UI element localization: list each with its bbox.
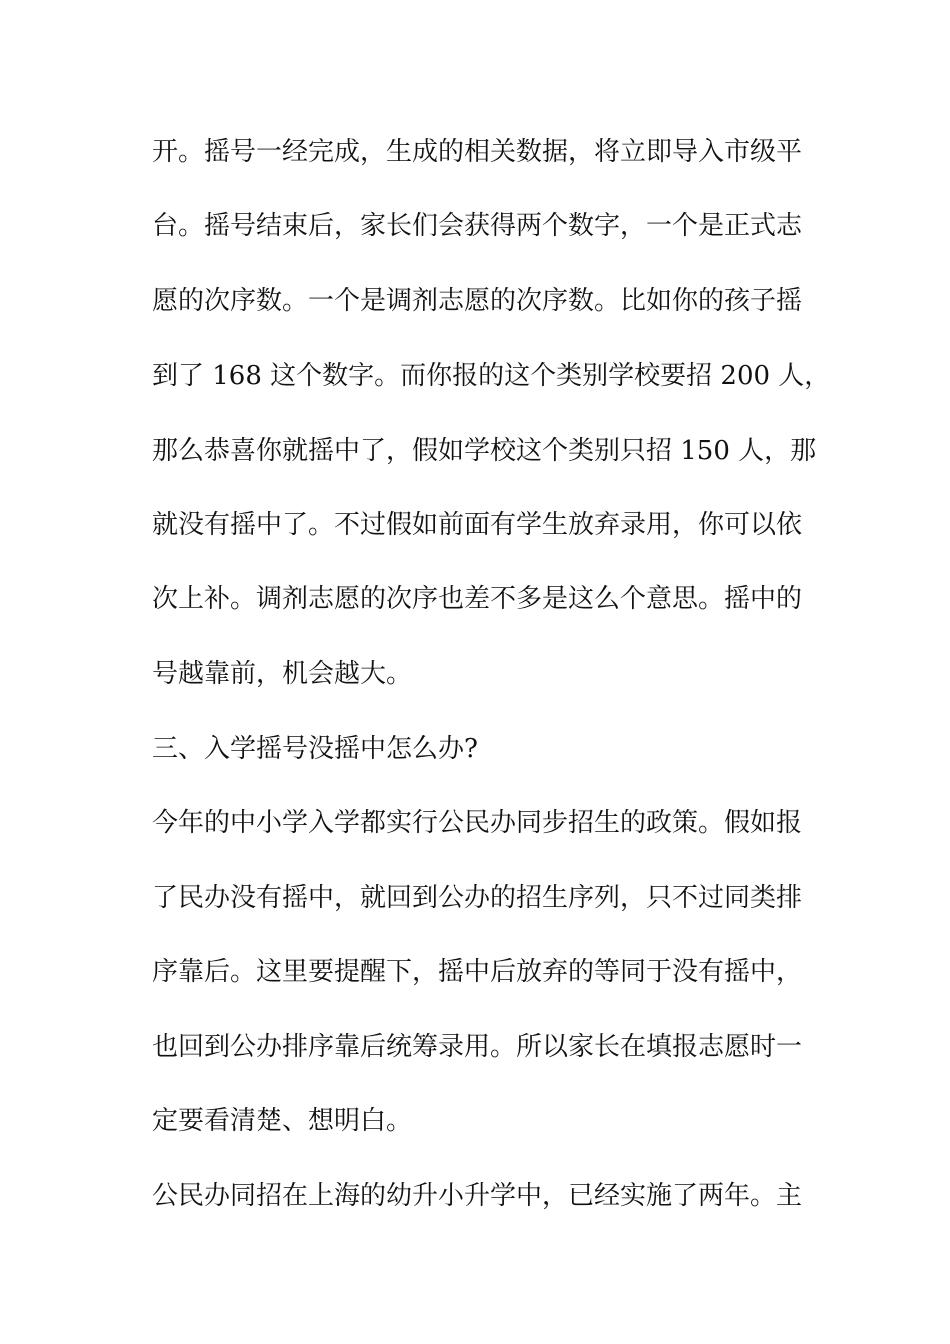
text-line: 那么恭喜你就摇中了，假如学校这个类别只招 150 人，那	[152, 436, 817, 466]
text-line: 定要看清楚、想明白。	[152, 1106, 413, 1136]
text-line: 号越靠前，机会越大。	[152, 659, 413, 689]
text-line: 了民办没有摇中，就回到公办的招生序列，只不过同类排	[152, 883, 803, 913]
section-heading: 三、入学摇号没摇中怎么办?	[152, 734, 478, 764]
text-line: 就没有摇中了。不过假如前面有学生放弃录用，你可以依	[152, 510, 803, 540]
text-line: 公民办同招在上海的幼升小升学中，已经实施了两年。主	[152, 1181, 803, 1211]
text-line: 今年的中小学入学都实行公民办同步招生的政策。假如报	[152, 808, 803, 838]
text-line: 也回到公办排序靠后统筹录用。所以家长在填报志愿时一	[152, 1032, 803, 1062]
text-line: 序靠后。这里要提醒下，摇中后放弃的等同于没有摇中，	[152, 957, 803, 987]
text-line: 台。摇号结束后，家长们会获得两个数字，一个是正式志	[152, 211, 803, 241]
text-line: 开。摇号一经完成，生成的相关数据，将立即导入市级平	[152, 137, 803, 167]
text-line: 到了 168 这个数字。而你报的这个类别学校要招 200 人，	[152, 361, 831, 391]
text-line: 愿的次序数。一个是调剂志愿的次序数。比如你的孩子摇	[152, 286, 803, 316]
text-line: 次上补。调剂志愿的次序也差不多是这么个意思。摇中的	[152, 584, 803, 614]
